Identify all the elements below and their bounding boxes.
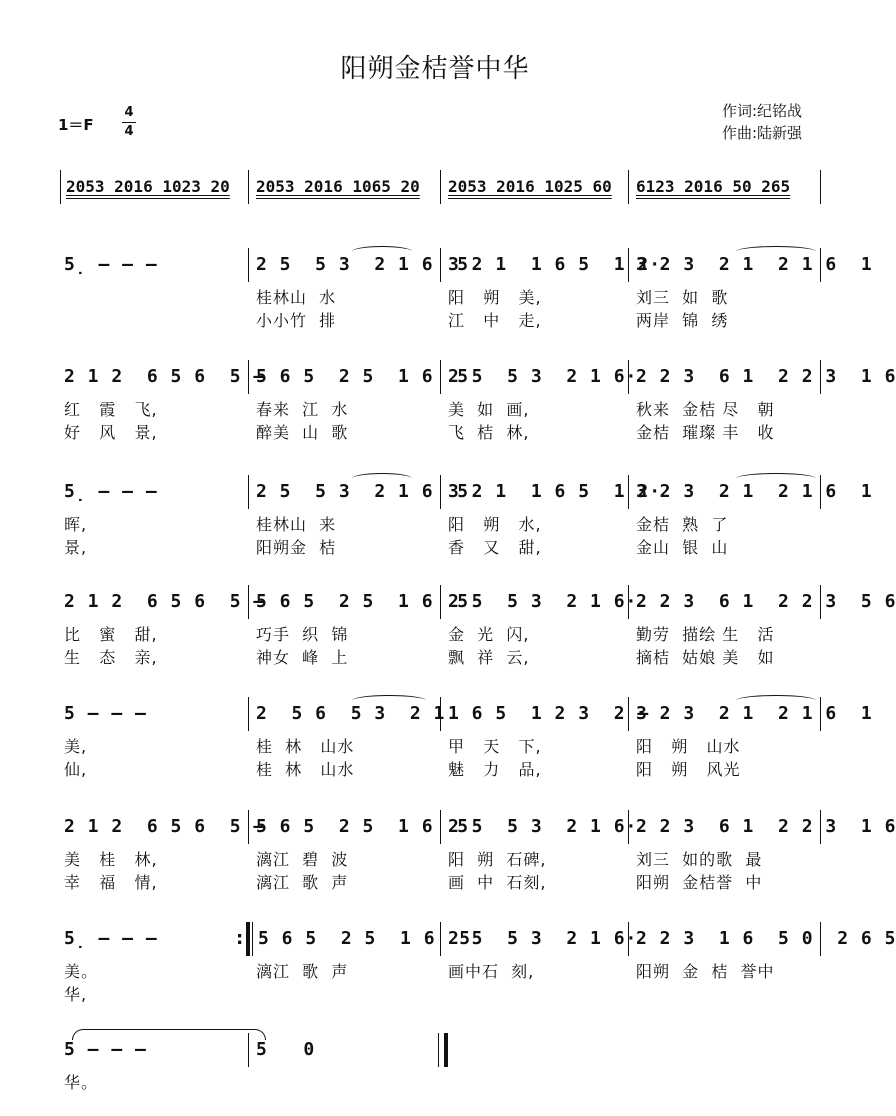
- lyric-verse-1: 金桔 熟 了: [636, 515, 729, 534]
- lyrics: [60, 282, 822, 332]
- barline: [248, 170, 249, 204]
- barline: [440, 697, 441, 731]
- lyric-verse-2: 香 又 甜,: [448, 538, 542, 557]
- slur: [736, 473, 816, 484]
- barline: [248, 360, 249, 394]
- lyric-verse-1: 刘三 如的歌 最: [636, 850, 763, 869]
- measure: [64, 1033, 147, 1067]
- notes: 3 2 3 2 1 2 1 6 1: [636, 703, 873, 724]
- measure: [448, 810, 637, 844]
- lyric-verse-1: 勤劳 描绘 生 活: [636, 625, 775, 644]
- measure: [256, 170, 420, 204]
- barline: [628, 922, 629, 956]
- lyric-verse-1: 阳 朔 水,: [448, 515, 542, 534]
- lyric-verse-2: 阳 朔 风光: [636, 760, 741, 779]
- lyric-verse-1: 刘三 如 歌: [636, 288, 729, 307]
- lyric-verse-1: 画中石 刻,: [448, 962, 535, 981]
- note-line: [60, 810, 896, 844]
- lyric-verse-2: 华,: [64, 985, 88, 1004]
- lyric-verse-2: 好 风 景,: [64, 423, 158, 442]
- note-line: [60, 1033, 822, 1067]
- notes: 3 2 3 2 1 2 1 6 1: [636, 254, 873, 275]
- notes: 2 2 3 6 1 2 2 3 1 6: [636, 366, 896, 387]
- lyric-verse-1: 红 霞 飞,: [64, 400, 158, 419]
- measure: [66, 170, 230, 204]
- lyric-verse-2: 幸 福 情,: [64, 873, 158, 892]
- barline: [440, 248, 441, 282]
- lyric-verse-2: 魅 力 品,: [448, 760, 542, 779]
- score-system-intro: [60, 170, 822, 204]
- notes: 5 6 5 2 5 1 6 5: [256, 591, 470, 612]
- notes: 3 2 1 1 6 5 1 2·: [448, 481, 662, 502]
- note-line: [60, 248, 873, 282]
- notes: 2053 2016 1025 60: [448, 177, 612, 196]
- barline: [820, 170, 821, 204]
- time-signature-bottom: 4: [124, 124, 134, 139]
- notes: 2 2 3 6 1 2 2 3 5 6: [636, 591, 896, 612]
- lyric-verse-2: 飘 祥 云,: [448, 648, 530, 667]
- measure: [448, 922, 637, 956]
- barline: [628, 360, 629, 394]
- notes: 2 5 5 3 2 1 6·: [448, 816, 638, 837]
- measure: [256, 585, 469, 619]
- lyric-verse-2: 摘桔 姑娘 美 如: [636, 648, 775, 667]
- notes: 2 2 3 6 1 2 2 3 1 6: [636, 816, 896, 837]
- barline: [248, 697, 249, 731]
- measure: [256, 360, 469, 394]
- measure: [448, 697, 649, 731]
- lyric-verse-1: 桂 林 山水: [256, 737, 355, 756]
- notes: 2 5 5 3 2 1 6·: [448, 366, 638, 387]
- note-line: [60, 170, 822, 204]
- score-system-6: [60, 810, 896, 894]
- measure: [256, 248, 469, 282]
- notes: 2 1 2 6 5 6 5 –: [64, 591, 266, 612]
- lyric-verse-2: 醉美 山 歌: [256, 423, 349, 442]
- notes: 2 1 2 6 5 6 5 –: [64, 366, 266, 387]
- barline: [820, 922, 821, 956]
- lyric-verse-2: 江 中 走,: [448, 311, 542, 330]
- barline: [820, 585, 821, 619]
- measure: [636, 922, 896, 956]
- lyric-verse-2: 金山 银 山: [636, 538, 729, 557]
- barline: [252, 922, 253, 956]
- lyrics: [60, 731, 822, 781]
- lyric-verse-1: 漓江 碧 波: [256, 850, 349, 869]
- lyric-verse-1: 阳 朔 山水: [636, 737, 741, 756]
- barline: [248, 1033, 249, 1067]
- notes: 2 5 6 5 3 2 1: [256, 703, 446, 724]
- note-line: [60, 922, 896, 956]
- measure: [256, 697, 445, 731]
- score-system-4: [60, 585, 896, 669]
- measure: [448, 585, 637, 619]
- lyric-verse-1: 秋来 金桔 尽 朝: [636, 400, 775, 419]
- notes: 2 5 5 3 2 1 6 5: [256, 481, 470, 502]
- lyric-verse-2: 神女 峰 上: [256, 648, 349, 667]
- measure: [636, 475, 873, 509]
- note-line: [60, 475, 873, 509]
- lyric-verse-1: 春来 江 水: [256, 400, 349, 419]
- barline: [820, 810, 821, 844]
- measure: [64, 810, 265, 844]
- lyric-verse-2: 阳朔金 桔: [256, 538, 337, 557]
- measure: [64, 585, 265, 619]
- lyric-verse-2: 金桔 璀璨 丰 收: [636, 423, 775, 442]
- lyric-verse-1: 晖,: [64, 515, 88, 534]
- notes: 2053 2016 1065 20: [256, 177, 420, 196]
- barline: [820, 475, 821, 509]
- notes: 5 6 5 2 5 1 6 5: [256, 366, 470, 387]
- measure: [636, 248, 873, 282]
- score-system-7: [60, 922, 896, 1006]
- lyrics: [60, 956, 822, 1006]
- barline: [440, 585, 441, 619]
- lyric-verse-1: 桂林山 来: [256, 515, 337, 534]
- composer: 作曲:陆新强: [722, 124, 803, 142]
- notes: 6123 2016 50 265: [636, 177, 791, 196]
- score-system-3: [60, 475, 873, 559]
- lyrics: [60, 509, 822, 559]
- measure: [448, 475, 661, 509]
- lyric-verse-2: 仙,: [64, 760, 88, 779]
- measure: [64, 360, 265, 394]
- final-barline: [438, 1033, 448, 1067]
- notes: 5̣ – – –: [64, 928, 158, 949]
- notes: 2 2 3 1 6 5 0 2 6 5: [636, 928, 896, 949]
- lyric-verse-2: 阳朔 金桔誉 中: [636, 873, 763, 892]
- lyric-verse-1: 美。: [64, 962, 99, 981]
- notes: 5 6 5 2 5 1 6 5: [256, 816, 470, 837]
- lyric-verse-1: 美 如 画,: [448, 400, 530, 419]
- lyric-verse-1: 阳 朔 石碑,: [448, 850, 547, 869]
- score-system-ending: [60, 1033, 822, 1097]
- slur: [352, 246, 412, 257]
- score-system-5: [60, 697, 873, 781]
- barline: [248, 248, 249, 282]
- barline: [628, 810, 629, 844]
- notes: 2 5 5 3 2 1 6·: [448, 928, 638, 949]
- barline: [440, 170, 441, 204]
- repeat-dots: :: [236, 928, 244, 949]
- lyric-verse-1: 比 蜜 甜,: [64, 625, 158, 644]
- notes: 2 1 2 6 5 6 5 –: [64, 816, 266, 837]
- slur: [352, 695, 426, 706]
- lyric-verse-1: 阳 朔 美,: [448, 288, 542, 307]
- barline: [440, 475, 441, 509]
- measure: [64, 475, 158, 509]
- lyric-verse-2: 两岸 锦 绣: [636, 311, 729, 330]
- barline: [440, 922, 441, 956]
- barline: [440, 810, 441, 844]
- measure: [636, 170, 790, 204]
- lyric-verse-2: 漓江 歌 声: [256, 873, 349, 892]
- time-signature-top: 4: [124, 105, 134, 120]
- time-signature-line: [122, 122, 136, 123]
- notes: 1 6 5 1 2 3 2 –: [448, 703, 650, 724]
- lyric-verse-2: 景,: [64, 538, 88, 557]
- measure: [64, 922, 158, 956]
- lyric-verse-1: 漓江 歌 声: [256, 962, 349, 981]
- slur: [352, 473, 412, 484]
- lyric-verse-1: 华。: [64, 1073, 99, 1092]
- notes: 5 0: [256, 1039, 316, 1060]
- note-line: [60, 585, 896, 619]
- notes: 2053 2016 1023 20: [66, 177, 230, 196]
- lyric-verse-1: 美,: [64, 737, 88, 756]
- lyric-verse-1: 巧手 织 锦: [256, 625, 349, 644]
- key-signature: 1＝F: [58, 116, 94, 134]
- barline: [820, 697, 821, 731]
- measure: [448, 360, 637, 394]
- lyrics: [60, 844, 822, 894]
- time-signature: [122, 105, 136, 140]
- score-system-1: [60, 248, 873, 332]
- barline: [248, 810, 249, 844]
- lyric-verse-1: 桂林山 水: [256, 288, 337, 307]
- barline: [628, 475, 629, 509]
- barline: [60, 170, 61, 204]
- measure: [448, 170, 612, 204]
- lyric-verse-2: 桂 林 山水: [256, 760, 355, 779]
- notes: 5̣ – – –: [64, 481, 158, 502]
- measure: [636, 810, 896, 844]
- lyrics: [60, 619, 822, 669]
- lyrics: [60, 394, 822, 444]
- notes: 5̣ – – –: [64, 254, 158, 275]
- barline: [440, 360, 441, 394]
- measure: [64, 697, 147, 731]
- measure: [256, 1033, 315, 1067]
- notes: 5 – – –: [64, 1039, 147, 1060]
- barline: [628, 585, 629, 619]
- barline: [628, 170, 629, 204]
- measure: [448, 248, 661, 282]
- note-line: [60, 697, 873, 731]
- lyric-verse-1: 美 桂 林,: [64, 850, 158, 869]
- barline: [248, 475, 249, 509]
- measure: [636, 697, 873, 731]
- song-title: 阳朔金桔誉中华: [340, 54, 530, 84]
- notes: 5 – – –: [64, 703, 147, 724]
- measure: [64, 248, 158, 282]
- lyricist: 作词:纪铭战: [722, 102, 803, 120]
- credits: [722, 100, 802, 144]
- lyric-verse-2: 画 中 石刻,: [448, 873, 547, 892]
- slur: [736, 695, 816, 706]
- lyric-verse-1: 甲 天 下,: [448, 737, 542, 756]
- lyric-verse-1: 阳朔 金 桔 誉中: [636, 962, 775, 981]
- lyric-verse-1: 金 光 闪,: [448, 625, 530, 644]
- barline: [628, 248, 629, 282]
- notes: 2 5 5 3 2 1 6 5: [256, 254, 470, 275]
- barline: [820, 248, 821, 282]
- score-system-2: [60, 360, 896, 444]
- slur: [736, 246, 816, 257]
- notes: 5 6 5 2 5 1 6 5: [258, 928, 472, 949]
- repeat-barline: [246, 922, 250, 956]
- lyric-verse-2: 生 态 亲,: [64, 648, 158, 667]
- lyric-verse-2: 飞 桔 林,: [448, 423, 530, 442]
- notes: 3 2 1 1 6 5 1 2·: [448, 254, 662, 275]
- barline: [628, 697, 629, 731]
- note-line: [60, 360, 896, 394]
- measure: [256, 810, 469, 844]
- lyrics: [60, 1067, 822, 1097]
- measure: [636, 585, 896, 619]
- barline: [820, 360, 821, 394]
- measure: [256, 475, 469, 509]
- notes: 3 2 3 2 1 2 1 6 1: [636, 481, 873, 502]
- measure: [636, 360, 896, 394]
- lyric-verse-2: 小小竹 排: [256, 311, 337, 330]
- notes: 2 5 5 3 2 1 6·: [448, 591, 638, 612]
- barline: [248, 585, 249, 619]
